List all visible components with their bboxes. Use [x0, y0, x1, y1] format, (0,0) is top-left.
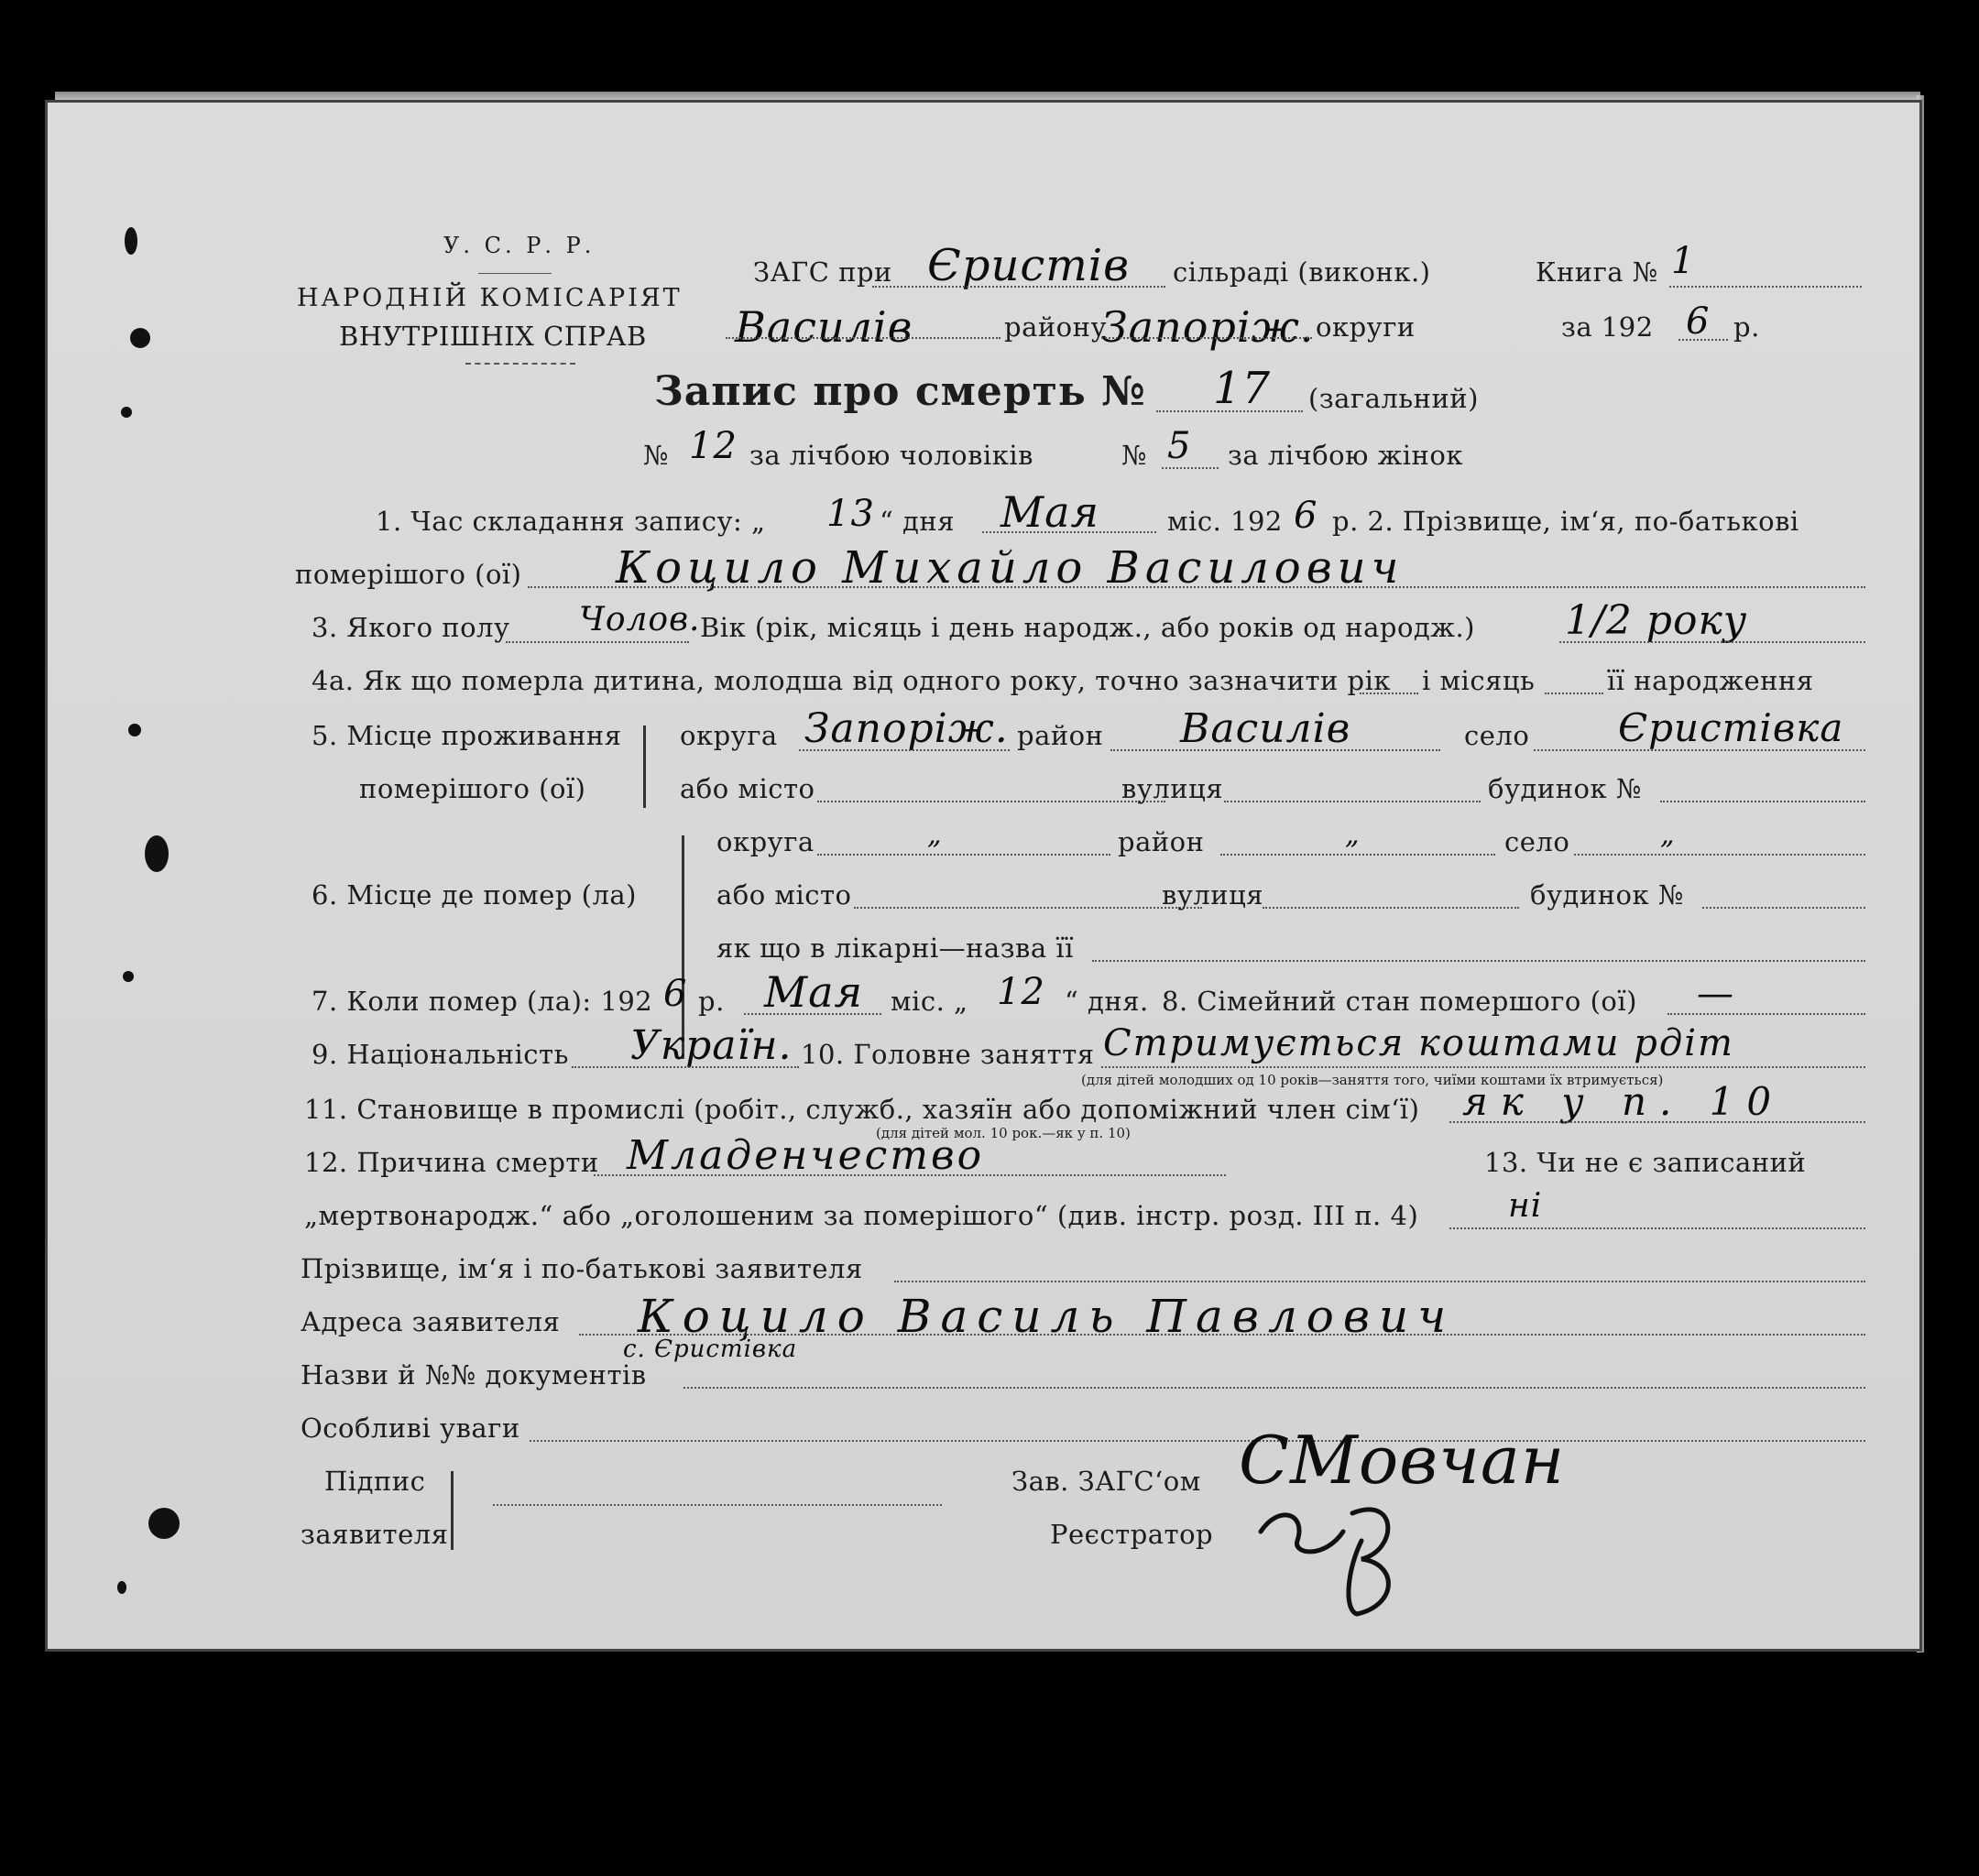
f2-value: Коцило Михайло Василович [616, 542, 1405, 594]
f11-value: як у п. 10 [1462, 1079, 1785, 1124]
fill-line [1220, 854, 1495, 856]
year-suffix: р. [1733, 311, 1760, 343]
f13-label2: „мертвонародж.“ або „оголошеним за померішого“ (див. інстр. розд. III п. 4) [304, 1200, 1419, 1231]
bracket [451, 1471, 463, 1550]
fill-line [1224, 801, 1481, 802]
signature-label: Підпис [324, 1466, 426, 1497]
fill-line [1667, 1013, 1865, 1015]
f1-month-suffix: міс. 192 [1167, 506, 1283, 537]
f6-raion-value: „ [1345, 819, 1361, 851]
head-signature: СМовчан [1239, 1422, 1566, 1499]
f6-city: або місто [716, 879, 852, 911]
fill-line [1449, 1121, 1865, 1123]
zags-label: ЗАГС при [753, 256, 892, 288]
book-value: 1 [1671, 240, 1696, 282]
council-label: сільраді (виконк.) [1173, 256, 1431, 288]
fill-line [1092, 960, 1865, 962]
f5-selo-value: Єристівка [1618, 705, 1844, 750]
fill-line [1110, 749, 1440, 751]
record-number: 17 [1213, 363, 1272, 414]
women-label: за лічбою жінок [1228, 440, 1463, 471]
signature-label2: заявителя [301, 1519, 449, 1550]
fill-line [1559, 641, 1865, 643]
fill-line [1162, 467, 1219, 469]
f7-label: 7. Коли помер (ла): 192 [312, 986, 653, 1017]
f5-selo: село [1464, 720, 1530, 751]
applicant-value: Коцило Василь Павлович [638, 1290, 1456, 1343]
year-label: за 192 [1561, 311, 1654, 343]
f12-label: 12. Причина смерти [304, 1147, 599, 1178]
men-label: за лічбою чоловіків [749, 440, 1033, 471]
f13-label: 13. Чи не є записаний [1484, 1147, 1807, 1178]
f6-label: 6. Місце де помер (ла) [312, 879, 637, 911]
fill-line [872, 286, 1165, 288]
fill-line [817, 801, 1165, 802]
zags-value: Єристів [927, 240, 1131, 291]
fill-line [530, 1440, 1865, 1442]
f9-label: 9. Національність [312, 1039, 569, 1070]
fill-line [854, 907, 1202, 909]
divider [465, 363, 575, 365]
docs-label: Назви й №№ документів [301, 1359, 647, 1391]
head-label: Зав. ЗАГС‘ом [1011, 1466, 1201, 1497]
f7-month: Мая [764, 967, 863, 1017]
fill-line [1678, 339, 1728, 341]
f5-house: будинок № [1488, 773, 1642, 804]
punch-hole [121, 407, 132, 418]
men-prefix: № [643, 440, 669, 471]
f6-hospital: як що в лікарні—назва її [716, 933, 1074, 964]
punch-hole [128, 724, 141, 736]
fill-line [1449, 1227, 1865, 1229]
f1-day-suffix: “ дня [880, 506, 956, 537]
f6-street: вулиця [1162, 879, 1264, 911]
f5-raion: район [1017, 720, 1104, 751]
fill-line [894, 1281, 1865, 1282]
f11-label: 11. Становище в промислі (робіт., служб., хазяїн або допоміжний член сім‘ї) [304, 1094, 1420, 1125]
f8-value: — [1697, 973, 1734, 1015]
fill-line [1702, 907, 1865, 909]
f2-label: померішого (ої) [295, 559, 522, 590]
ussr-header: У. С. Р. Р. [443, 233, 596, 258]
f10-label: 10. Головне заняття [801, 1039, 1095, 1070]
f6-okrug: округа [716, 826, 815, 857]
punch-hole [125, 227, 137, 255]
punch-hole [145, 835, 169, 872]
f1-label: 1. Час складання запису: „ [376, 506, 766, 537]
registrar-signature [1242, 1477, 1453, 1623]
f7-r: р. [698, 986, 725, 1017]
fill-line [493, 1504, 942, 1506]
f1-day: 13 [826, 493, 875, 535]
f10-value: Стримується коштами рдіт [1103, 1022, 1734, 1064]
punch-hole [123, 971, 134, 982]
fill-line [594, 1174, 1226, 1176]
fill-line [1545, 693, 1603, 694]
fill-line [1669, 286, 1862, 288]
fill-line [982, 531, 1156, 533]
fill-line [528, 586, 1865, 588]
fill-line [1101, 1066, 1865, 1068]
f1-year-suffix: р. 2. Прізвище, ім‘я, по-батькові [1332, 506, 1799, 537]
f5-okrug: округа [680, 720, 778, 751]
f5-label: 5. Місце проживання [312, 720, 622, 751]
f6-house: будинок № [1530, 879, 1684, 911]
f3-age-label: Вік (рік, місяць і день народж., або років од народж.) [700, 612, 1475, 643]
f11-note: (для дітей мол. 10 рок.—як у п. 10) [876, 1125, 1131, 1141]
death-record-form [48, 103, 1919, 1649]
bracket [643, 725, 655, 808]
fill-line [683, 1387, 1865, 1389]
fill-line [1660, 801, 1865, 802]
record-title: Запис про смерть № [654, 368, 1146, 415]
f5-street: вулиця [1121, 773, 1224, 804]
men-count: 12 [689, 425, 738, 467]
punch-hole [117, 1581, 126, 1594]
district-label: району [1004, 311, 1108, 343]
fill-line [744, 1013, 881, 1015]
f4a-birth: її народження [1607, 665, 1814, 696]
f1-month: Мая [1000, 487, 1099, 537]
f3-label: 3. Якого полу [312, 612, 510, 643]
notes-label: Особливі уваги [301, 1412, 520, 1444]
fill-line [1574, 854, 1865, 856]
f8-label: 8. Сімейний стан помершого (ої) [1162, 986, 1637, 1017]
f3-value: Чолов. [579, 601, 701, 638]
year-value: 6 [1686, 300, 1711, 343]
f7-mis: міс. „ [891, 986, 968, 1017]
page-edge [55, 92, 1920, 103]
women-count: 5 [1167, 425, 1192, 467]
fill-line [572, 1066, 799, 1068]
fill-line [1101, 337, 1312, 339]
applicant-addr-label: Адреса заявителя [301, 1306, 561, 1337]
fill-line [1534, 749, 1865, 751]
f4a-label: 4а. Як що померла дитина, молодша від одного року, точно зазначити рік [312, 665, 1391, 696]
f6-raion: район [1118, 826, 1205, 857]
applicant-name-label: Прізвище, ім‘я і по-батькові заявителя [301, 1253, 863, 1284]
applicant-addr-value: с. Єристівка [623, 1336, 798, 1363]
women-prefix: № [1121, 440, 1147, 471]
f6-selo: село [1504, 826, 1570, 857]
f7-day-suffix: “ дня. [1065, 986, 1149, 1017]
district-value: Василів [735, 302, 913, 352]
f7-day: 12 [997, 971, 1045, 1013]
fill-line [1263, 907, 1519, 909]
f3-age-value: 1/2 року [1565, 597, 1748, 644]
punch-hole [130, 328, 150, 348]
fill-line [726, 337, 1000, 339]
fill-line [799, 749, 1010, 751]
f6-selo-value: „ [1660, 819, 1676, 851]
commissariat-line1: НАРОДНІЙ КОМІСАРІЯТ [297, 284, 683, 312]
punch-hole [148, 1508, 180, 1539]
fill-line [1360, 693, 1418, 694]
f5-raion-value: Василів [1180, 705, 1351, 752]
f5-label2: померішого (ої) [359, 773, 586, 804]
f12-value: Младенчество [627, 1132, 985, 1179]
record-general: (загальний) [1308, 383, 1479, 414]
book-label: Книга № [1536, 256, 1658, 288]
f9-value: Україн. [630, 1022, 793, 1069]
f1-year: 6 [1294, 495, 1318, 537]
fill-line [817, 854, 1110, 856]
f13-value: ні [1508, 1187, 1543, 1225]
okrug-label: округи [1316, 311, 1416, 343]
f10-note: (для дітей молодших од 10 років—заняття того, чиїми коштами їх втримується) [1081, 1072, 1664, 1088]
fill-line [1156, 410, 1303, 412]
f5-okrug-value: Запоріж. [804, 705, 1009, 752]
fill-line [506, 641, 689, 643]
commissariat-line2: ВНУТРІШНІХ СПРАВ [339, 321, 647, 352]
registrar-label: Реєстратор [1050, 1519, 1214, 1550]
divider [478, 273, 552, 274]
f7-year: 6 [663, 973, 688, 1015]
f4a-month: і місяць [1422, 665, 1536, 696]
okrug-value: Запоріж. [1101, 302, 1315, 352]
f5-city: або місто [680, 773, 815, 804]
f6-okrug-value: „ [927, 819, 943, 851]
